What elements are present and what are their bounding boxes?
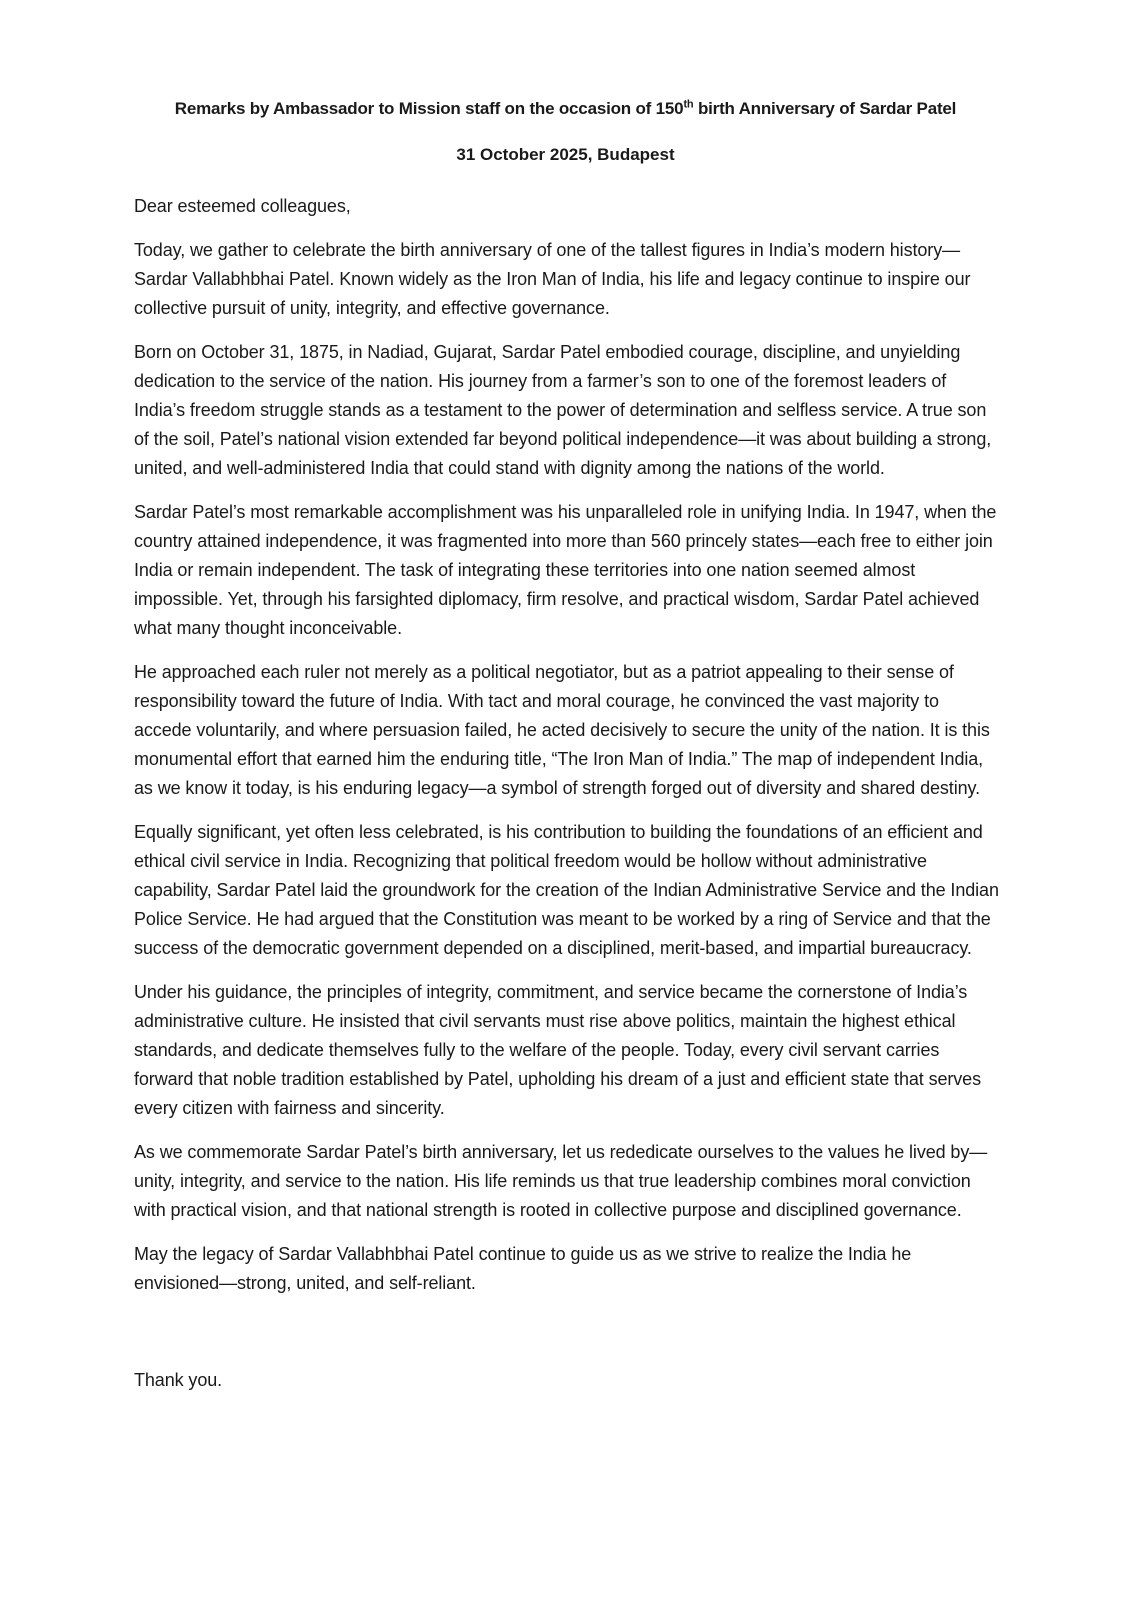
document-title: [175, 96, 956, 122]
paragraph-5: Equally significant, yet often less celebrated, is his contribution to building the foundations of an efficient and ethical civil service in India. Recognizing that political freedom would be hollow without administrative capability, Sardar Patel laid the groundwork for the creation of the Indian Administrative Service and the Indian Police Service. He had argued that the Constitution was meant to be worked by a ring of Service and that the success of the democratic government depended on a disciplined, merit-based, and impartial bureaucracy.: [134, 822, 999, 958]
document-title-prefix: Remarks by Ambassador to Mission staff on the occasion of 150: [174, 99, 684, 118]
paragraph-4: He approached each ruler not merely as a political negotiator, but as a patriot appealing to their sense of responsibility toward the future of India. With tact and moral courage, he convinced the vast majority to accede voluntarily, and where persuasion failed, he acted decisively to secure the unity of the nation. It is this monumental effort that earned him the enduring title, “The Iron Man of India.” The map of independent India, as we know it today, is his enduring legacy—a symbol of strength forged out of diversity and shared destiny.: [134, 662, 990, 798]
salutation: Dear esteemed colleagues,: [134, 196, 351, 216]
document-title-superscript: th: [683, 98, 694, 111]
paragraph-1: Today, we gather to celebrate the birth anniversary of one of the tallest figures in India’s modern history—Sardar Vallabhbhai Patel. Known widely as the Iron Man of India, his life and legacy continue to inspire our collective pursuit of unity, integrity, and effective governance.: [134, 240, 971, 318]
paragraph-7: As we commemorate Sardar Patel’s birth anniversary, let us rededicate ourselves to the values he lived by—unity, integrity, and service to the nation. His life reminds us that true leadership combines moral conviction with practical vision, and that national strength is rooted in collective purpose and disciplined governance.: [134, 1142, 988, 1220]
document-title-suffix: birth Anniversary of Sardar Patel: [693, 99, 957, 118]
paragraph-3: Sardar Patel’s most remarkable accomplishment was his unparalleled role in unifying India. In 1947, when the country attained independence, it was fragmented into more than 560 princely states—each free to either join India or remain independent. The task of integrating these territories into one nation seemed almost impossible. Yet, through his farsighted diplomacy, firm resolve, and practical wisdom, Sardar Patel achieved what many thought inconceivable.: [134, 502, 997, 638]
document-title-row: [134, 96, 997, 122]
document-subtitle: 31 October 2025, Budapest: [456, 145, 675, 164]
paragraph-2: Born on October 31, 1875, in Nadiad, Gujarat, Sardar Patel embodied courage, discipline, and unyielding dedication to the service of the nation. His journey from a farmer’s son to one of the foremost leaders of India’s freedom struggle stands as a testament to the power of determination and selfless service. A true son of the soil, Patel’s national vision extended far beyond political independence—it was about building a strong, united, and well-administered India that could stand with dignity among the nations of the world.: [134, 342, 992, 478]
document-body: [134, 192, 999, 1395]
paragraph-8: May the legacy of Sardar Vallabhbhai Patel continue to guide us as we strive to realize the India he envisioned—strong, united, and self-reliant.: [134, 1244, 912, 1293]
closing: Thank you.: [134, 1370, 223, 1390]
paragraph-6: Under his guidance, the principles of integrity, commitment, and service became the cornerstone of India’s administrative culture. He insisted that civil servants must rise above politics, maintain the highest ethical standards, and dedicate themselves fully to the welfare of the people. Today, every civil servant carries forward that noble tradition established by Patel, upholding his dream of a just and efficient state that serves every citizen with fairness and sincerity.: [134, 982, 981, 1118]
